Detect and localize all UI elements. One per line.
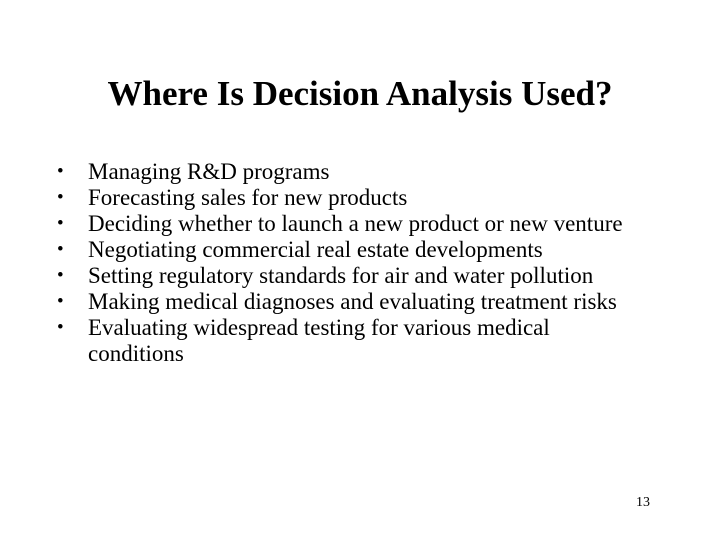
slide-title: Where Is Decision Analysis Used?: [107, 74, 613, 113]
bullet-item: [56, 289, 646, 315]
bullet-text: Making medical diagnoses and evaluating treatment risks: [88, 289, 617, 314]
bullet-icon: •: [57, 317, 64, 338]
bullet-item: [56, 263, 646, 289]
bullet-icon: •: [57, 239, 64, 260]
bullet-text: Forecasting sales for new products: [88, 185, 408, 210]
bullet-text: Evaluating widespread testing for various medical conditions: [88, 315, 550, 366]
bullet-item: [56, 237, 646, 263]
bullet-icon: •: [57, 291, 64, 312]
bullet-icon: •: [57, 187, 64, 208]
bullet-item: [56, 315, 646, 366]
page-number: 13: [636, 495, 650, 510]
bullet-list: [56, 159, 646, 367]
bullet-item: [56, 185, 646, 211]
bullet-text: Deciding whether to launch a new product or new venture: [88, 211, 623, 236]
bullet-icon: •: [57, 265, 64, 286]
bullet-text: Managing R&D programs: [88, 159, 330, 184]
bullet-item: [56, 159, 646, 185]
bullet-text: Negotiating commercial real estate developments: [88, 237, 543, 262]
bullet-icon: •: [57, 161, 64, 182]
bullet-icon: •: [57, 213, 64, 234]
bullet-item: [56, 211, 646, 237]
bullet-text: Setting regulatory standards for air and water pollution: [88, 263, 594, 288]
